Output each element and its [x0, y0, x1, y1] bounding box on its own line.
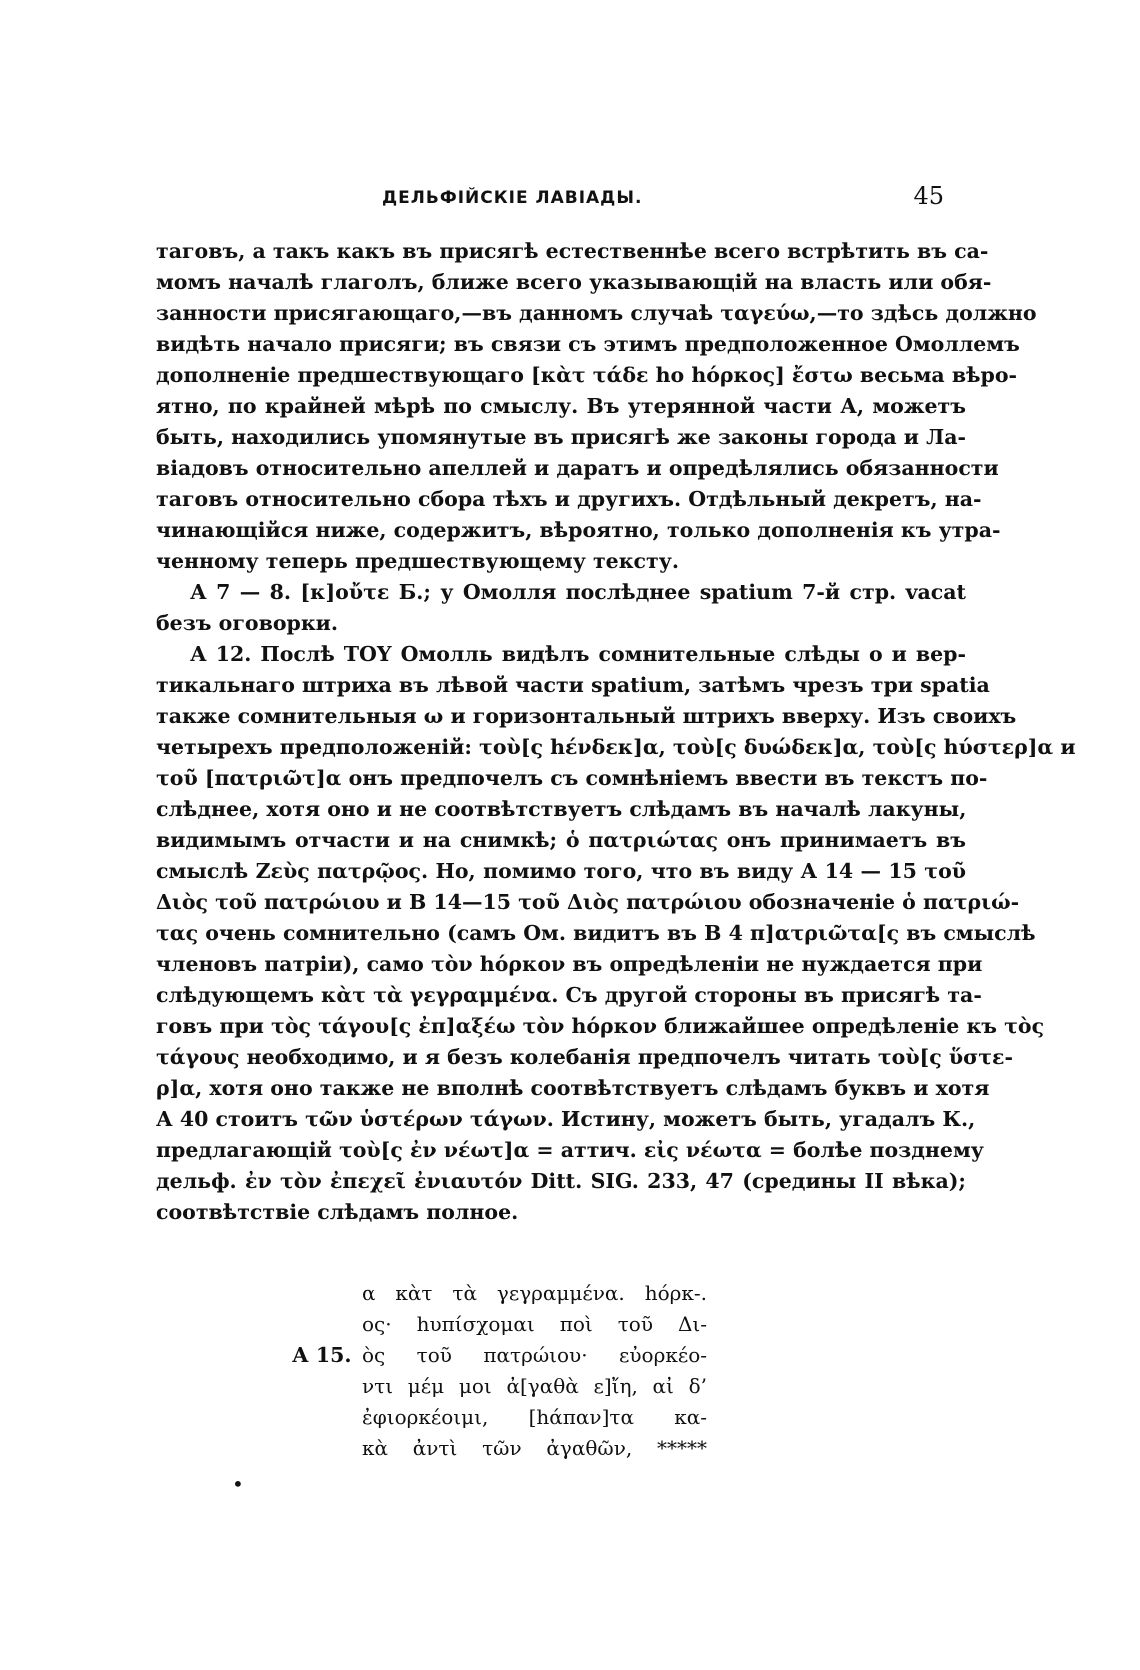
inscription-line: ντι μέμ μοι ἀ[γαθὰ ε]ἴη, αἰ δ’: [362, 1374, 707, 1398]
text-line: смыслѣ Ζεὺς πατρῷος. Но, помимо того, что въ виду А 14 — 15 τοῦ: [156, 859, 966, 883]
inscription-line: ὸς τοῦ πατρώιου· εὐορκέο-: [362, 1343, 707, 1367]
text-line: таговъ относительно сбора тѣхъ и другихъ. Отдѣльный декретъ, на-: [156, 487, 982, 511]
text-line: также сомнительныя ω и горизонтальный штрихъ вверху. Изъ своихъ: [156, 704, 1017, 728]
text-line: момъ началѣ глаголъ, ближе всего указывающій на власть или обя-: [156, 270, 992, 294]
text-line: видѣть начало присяги; въ связи съ этимъ предположенное Омоллемъ: [156, 332, 1020, 356]
text-line: соотвѣтствіе слѣдамъ полное.: [156, 1200, 519, 1224]
text-line: четырехъ предположеній: τοὺ[ς hένδεκ]α, τοὺ[ς δυώδεκ]α, τοὺ[ς hύστερ]α и: [156, 735, 1076, 759]
text-line: занности присягающаго,—въ данномъ случаѣ ταγεύω,—то здѣсь должно: [156, 301, 1037, 325]
text-line: τάγους необходимо, и я безъ колебанія предпочелъ читать τοὺ[ς ὕστε-: [156, 1045, 1013, 1069]
text-line: говъ при τὸς τάγου[ς ἐπ]αξέω τὸν hόρκον ближайшее опредѣленіе къ τὸς: [156, 1014, 1045, 1038]
inscription-label: А 15.: [292, 1343, 352, 1367]
inscription-line: ος· hυπίσχομαι ποὶ τοῦ Δι-: [362, 1312, 707, 1336]
text-line: ченному теперь предшествующему тексту.: [156, 549, 679, 573]
text-line: τοῦ [πατριῶτ]α онъ предпочелъ съ сомнѣніемъ ввести въ текстъ по-: [156, 766, 988, 790]
text-line: А 7 — 8. [κ]οὔτε Б.; у Омолля послѣднее spatium 7-й стр. vacat: [190, 580, 966, 604]
text-line: ρ]α, хотя оно также не вполнѣ соотвѣтствуетъ слѣдамъ буквъ и хотя: [156, 1076, 990, 1100]
text-line: быть, находились упомянутые въ присягѣ же законы города и Ла-: [156, 425, 967, 449]
inscription-line: α κὰτ τὰ γεγραμμένα. hόρκ-.: [362, 1281, 707, 1305]
text-line: тикальнаго штриха въ лѣвой части spatium, затѣмъ чрезъ три spatia: [156, 673, 990, 697]
text-line: ятно, по крайней мѣрѣ по смыслу. Въ утерянной части А, можетъ: [156, 394, 966, 418]
text-line: членовъ патріи), само τὸν hόρκον въ опредѣленіи не нуждается при: [156, 952, 983, 976]
text-line: Διὸς τοῦ πατρώιου и В 14—15 τοῦ Διὸς πατρώιου обозначеніе ὁ πατριώ-: [156, 890, 1020, 914]
text-line: слѣдующемъ κὰτ τὰ γεγραμμένα. Съ другой стороны въ присягѣ та-: [156, 983, 982, 1007]
text-line: таговъ, а такъ какъ въ присягѣ естественнѣе всего встрѣтить въ са-: [156, 239, 989, 263]
running-header: [156, 182, 966, 212]
footer-mark: •: [232, 1472, 244, 1496]
text-line: безъ оговорки.: [156, 611, 338, 635]
main-text: [156, 236, 1076, 1228]
text-line: А 12. Послѣ ΤΟΥ Омолль видѣлъ сомнительные слѣды ο и вер-: [190, 642, 966, 666]
text-line: віадовъ относительно апеллей и даратъ и опредѣлялись обязанности: [156, 456, 999, 480]
text-line: видимымъ отчасти и на снимкѣ; ὁ πατριώτας онъ принимаетъ въ: [156, 828, 966, 852]
text-line: дельф. ἐν τὸν ἐπεχεῖ ἐνιαυτόν Ditt. SIG. 233, 47 (средины II вѣка);: [156, 1169, 966, 1193]
text-line: τας очень сомнительно (самъ Ом. видитъ въ В 4 π]ατριῶτα[ς въ смыслѣ: [156, 921, 1036, 945]
inscription-line: κὰ ἀντὶ τῶν ἀγαθῶν, *****: [362, 1436, 707, 1460]
text-line: А 40 стоитъ τῶν ὑστέρων τάγων. Истину, можетъ быть, угадалъ К.,: [156, 1107, 976, 1131]
page-number: 45: [913, 182, 944, 210]
text-line: предлагающій τοὺ[ς ἐν νέωτ]α = аттич. εἰς νέωτα = болѣе позднему: [156, 1138, 984, 1162]
inscription-line: ἐφιορκέοιμι, [hάπαν]τα κα-: [362, 1405, 707, 1429]
text-line: дополненіе предшествующаго [κὰτ τάδε ho hόρκος] ἔστω весьма вѣро-: [156, 363, 1018, 387]
inscription-text: [362, 1278, 707, 1464]
text-line: чинающійся ниже, содержитъ, вѣроятно, только дополненія къ утра-: [156, 518, 1001, 542]
running-title: ДЕЛЬФІЙСКІЕ ЛАВІАДЫ.: [382, 188, 643, 208]
text-line: слѣднее, хотя оно и не соотвѣтствуетъ слѣдамъ въ началѣ лакуны,: [156, 797, 967, 821]
